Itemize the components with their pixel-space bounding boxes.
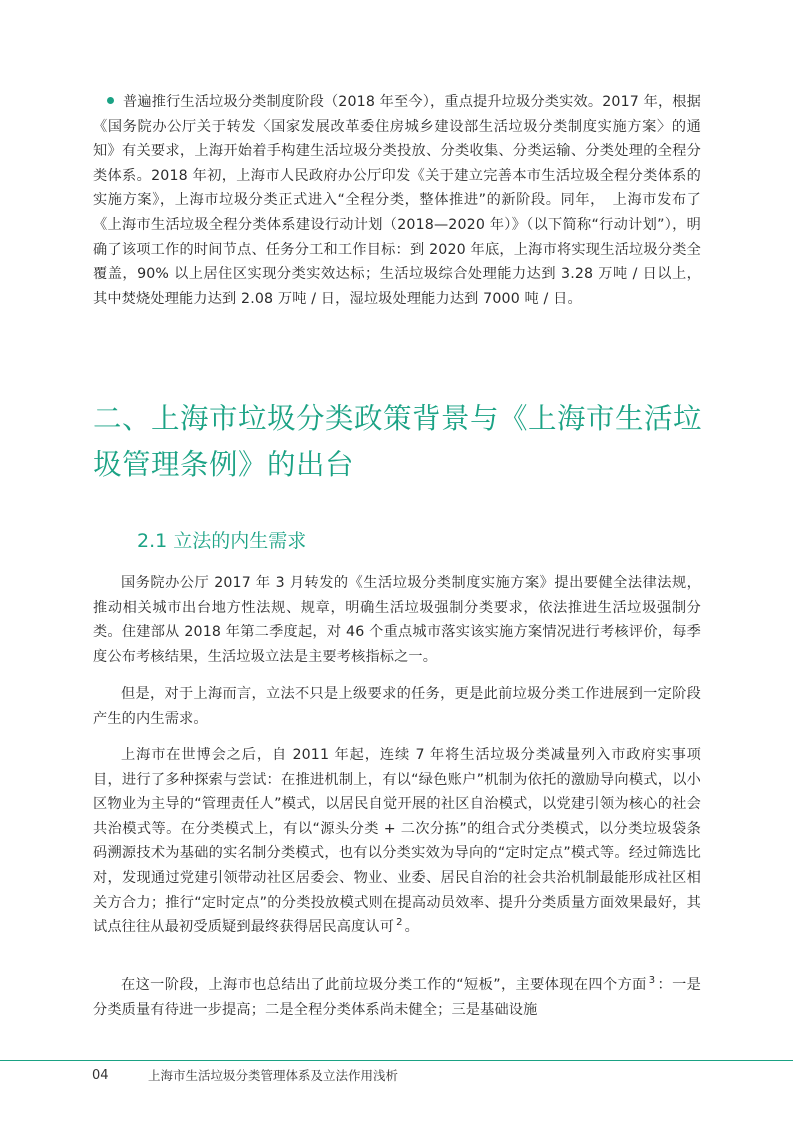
bullet-paragraph <box>93 90 701 311</box>
subsection-heading: 2.1 立法的内生需求 <box>137 530 307 552</box>
paragraph-text: 在这一阶段，上海市也总结出了此前垃圾分类工作的“短板”，主要体现在四个方面 <box>121 977 647 993</box>
paragraph-text: 上海市在世博会之后，自 2011 年起，连续 7 年将生活垃圾分类减量列入市政府实事项目，进行了多种探索与尝试：在推进机制上，有以“绿色账户”机制为依托的激励导向模式，以小区物业为主导的“管理责任人”模式，以居民自觉开展的社区自治模式，以党建引领为核心的社会共治模式等。在分类模式上，有以“源头分类 + 二次分拣”的组合式分类模式，以分类垃圾袋条码溯源技术为基础的实名制分类模式，也有以分类实效为导向的“定时定点”模式等。经过筛选比对，发现通过党建引领带动社区居委会、物业、业委、居民自治的社会共治机制最能形成社区相关方合力；推行“定时定点”的分类投放模式则在提高动员效率、提升分类质量方面效果最好，其试点往往从最初受质疑到最终获得居民高度认可 <box>93 747 701 936</box>
page-number: 04 <box>92 1068 109 1083</box>
section-heading: 二、上海市垃圾分类政策背景与《上海市生活垃圾管理条例》的出台 <box>93 402 703 481</box>
body-paragraph: 国务院办公厅 2017 年 3 月转发的《生活垃圾分类制度实施方案》提出要健全法律法规，推动相关城市出台地方性法规、规章，明确生活垃圾强制分类要求，依法推进生活垃圾强制分类。住建部从 2018 年第二季度起，对 46 个重点城市落实该实施方案情况进行考核评价，每季度公布考核结果，生活垃圾立法是主要考核指标之一。 <box>93 575 701 665</box>
bullet-dot-icon <box>107 97 114 104</box>
footnote-ref[interactable]: 2 <box>396 917 403 929</box>
paragraph-tail: 。 <box>404 919 419 936</box>
body-paragraph <box>93 973 701 1022</box>
bullet-paragraph-text: 普遍推行生活垃圾分类制度阶段（2018 年至今），重点提升垃圾分类实效。2017 年，根据《国务院办公厅关于转发〈国家发展改革委住房城乡建设部生活垃圾分类制度实施方案〉的通知》有关要求，上海开始着手构建生活垃圾分类投放、分类收集、分类运输、分类处理的全程分类体系。2018 年初，上海市人民政府办公厅印发《关于建立完善本市生活垃圾全程分类体系的实施方案》，上海市垃圾分类正式进入“全程分类，整体推进”的新阶段。同年， 上海市发布了《上海市生活垃圾全程分类体系建设行动计划（2018—2020 年）》（以下简称“行动计划”），明确了该项工作的时间节点、任务分工和工作目标：到 2020 年底，上海市将实现生活垃圾分类全覆盖，90% 以上居住区实现分类实效达标；生活垃圾综合处理能力达到 3.28 万吨 / 日以上，其中焚烧处理能力达到 2.08 万吨 / 日，湿垃圾处理能力达到 7000 吨 / 日。 <box>93 94 701 307</box>
footnote-ref[interactable]: 3 <box>648 975 656 987</box>
body-paragraph <box>93 743 701 940</box>
footer-divider <box>0 1060 793 1061</box>
running-title: 上海市生活垃圾分类管理体系及立法作用浅析 <box>148 1068 399 1083</box>
body-paragraph: 但是，对于上海而言，立法不只是上级要求的任务，更是此前垃圾分类工作进展到一定阶段产生的内生需求。 <box>93 686 701 727</box>
paragraph-text-after: ：一是分类质量有待进一步提高；二是全程分类体系尚未健全；三是基础设施 <box>93 977 701 1018</box>
